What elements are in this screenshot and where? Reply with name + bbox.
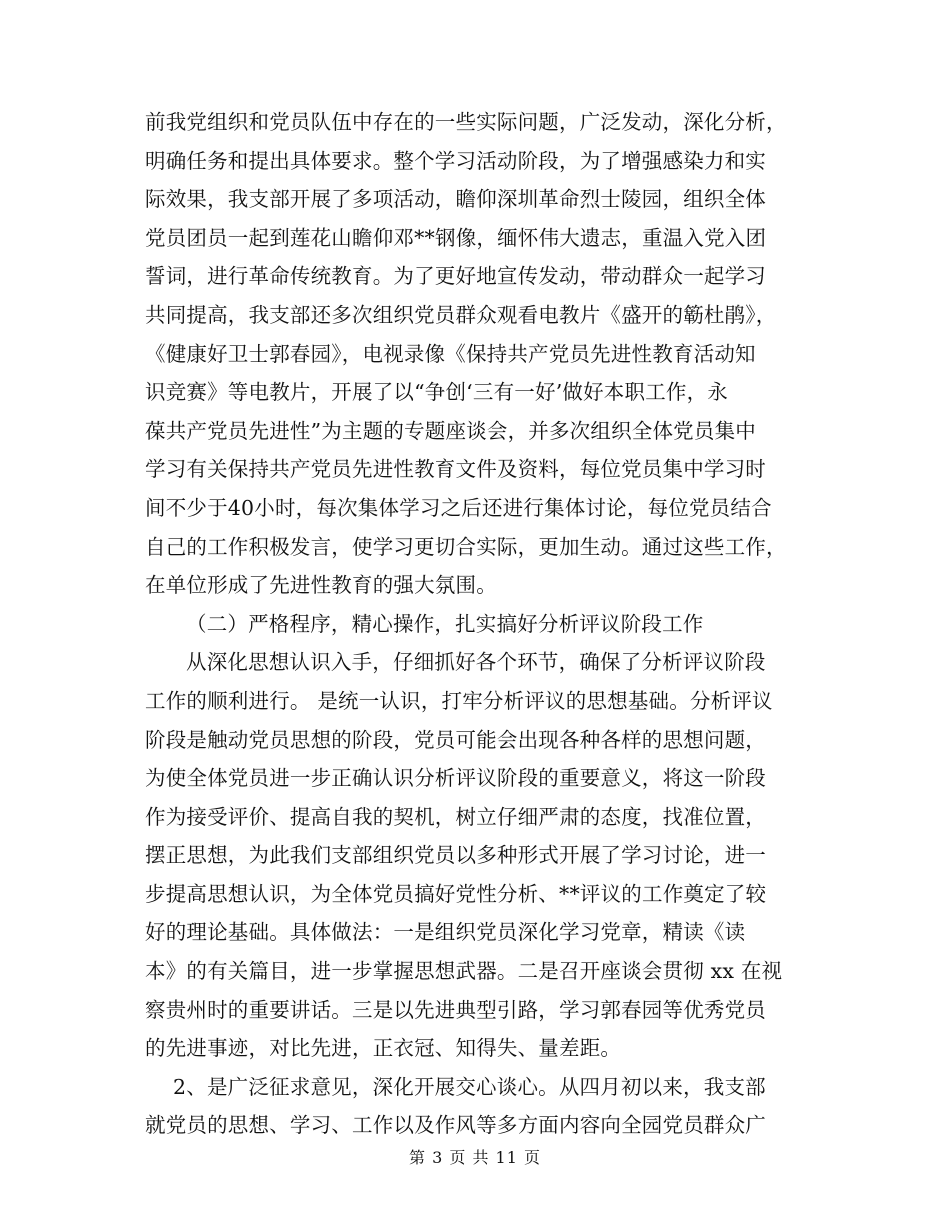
text-line: 际效果，我支部开展了多项活动，瞻仰深圳革命烈士陵园，组织全体: [145, 187, 766, 212]
text-line: 《健康好卫士郭春园》，电视录像《保持共产党员先进性教育活动知: [145, 341, 756, 366]
text-line: 察贵州时的重要讲话。三是以先进典型引路，学习郭春园等优秀党员: [145, 997, 766, 1022]
text-line: 的先进事迹，对比先进，正衣冠、知得失、量差距。: [145, 1036, 622, 1061]
paragraph-first-line: 从深化思想认识入手，仔细抓好各个环节，确保了分析评议阶段: [186, 650, 766, 675]
text-line: 共同提高，我支部还多次组织党员群众观看电教片《盛开的簕杜鹃》，: [145, 302, 777, 327]
paragraph-first-line: 2、是广泛征求意见，深化开展交心谈心。从四月初以来，我支部: [173, 1074, 766, 1099]
text-line: 在单位形成了先进性教育的强大氛围。: [145, 573, 497, 598]
text-line: 为使全体党员进一步正确认识分析评议阶段的重要意义，将这一阶段: [145, 766, 766, 791]
text-line: 明确任务和提出具体要求。整个学习活动阶段，为了增强感染力和实: [145, 148, 766, 173]
text-line: 就党员的思想、学习、工作以及作风等多方面内容向全园党员群众广: [145, 1113, 766, 1138]
text-line: 间不少于40小时，每次集体学习之后还进行集体讨论，每位党员结合: [145, 495, 772, 520]
text-line: 工作的顺利进行。 是统一认识，打牢分析评议的思想基础。分析评议: [145, 688, 773, 713]
text-line: 识竞赛》等电教片，开展了以“争创‘三有一好’做好本职工作，永: [145, 380, 729, 405]
text-line: 步提高思想认识，为全体党员搞好党性分析、**评议的工作奠定了较: [145, 881, 767, 906]
text-line: 誓词，进行革命传统教育。为了更好地宣传发动，带动群众一起学习: [145, 264, 766, 289]
section-heading: （二）严格程序，精心操作，扎实搞好分析评议阶段工作: [186, 611, 704, 636]
text-line: 学习有关保持共产党员先进性教育文件及资料，每位党员集中学习时: [145, 457, 766, 482]
text-line: 自己的工作积极发言，使学习更切合实际，更加生动。通过这些工作，: [145, 534, 787, 559]
text-line: 葆共产党员先进性”为主题的专题座谈会，并多次组织全体党员集中: [145, 418, 756, 443]
text-line: 作为接受评价、提高自我的契机，树立仔细严肃的态度，找准位置，: [145, 804, 766, 829]
page-number-footer: 第 3 页 共 11 页: [409, 1148, 541, 1167]
text-line: 党员团员一起到莲花山瞻仰邓**钢像，缅怀伟大遗志，重温入党入团: [145, 225, 767, 250]
text-line: 摆正思想，为此我们支部组织党员以多种形式开展了学习讨论，进一: [145, 843, 766, 868]
text-line: 前我党组织和党员队伍中存在的一些实际问题，广泛发动，深化分析，: [145, 110, 787, 134]
text-line: 好的理论基础。具体做法：一是组织党员深化学习党章，精读《读: [145, 920, 746, 945]
text-line: 本》的有关篇目，进一步掌握思想武器。二是召开座谈会贯彻 xx 在视: [145, 959, 783, 984]
document-body: [145, 103, 805, 1145]
text-line: 阶段是触动党员思想的阶段，党员可能会出现各种各样的思想问题，: [145, 727, 766, 752]
